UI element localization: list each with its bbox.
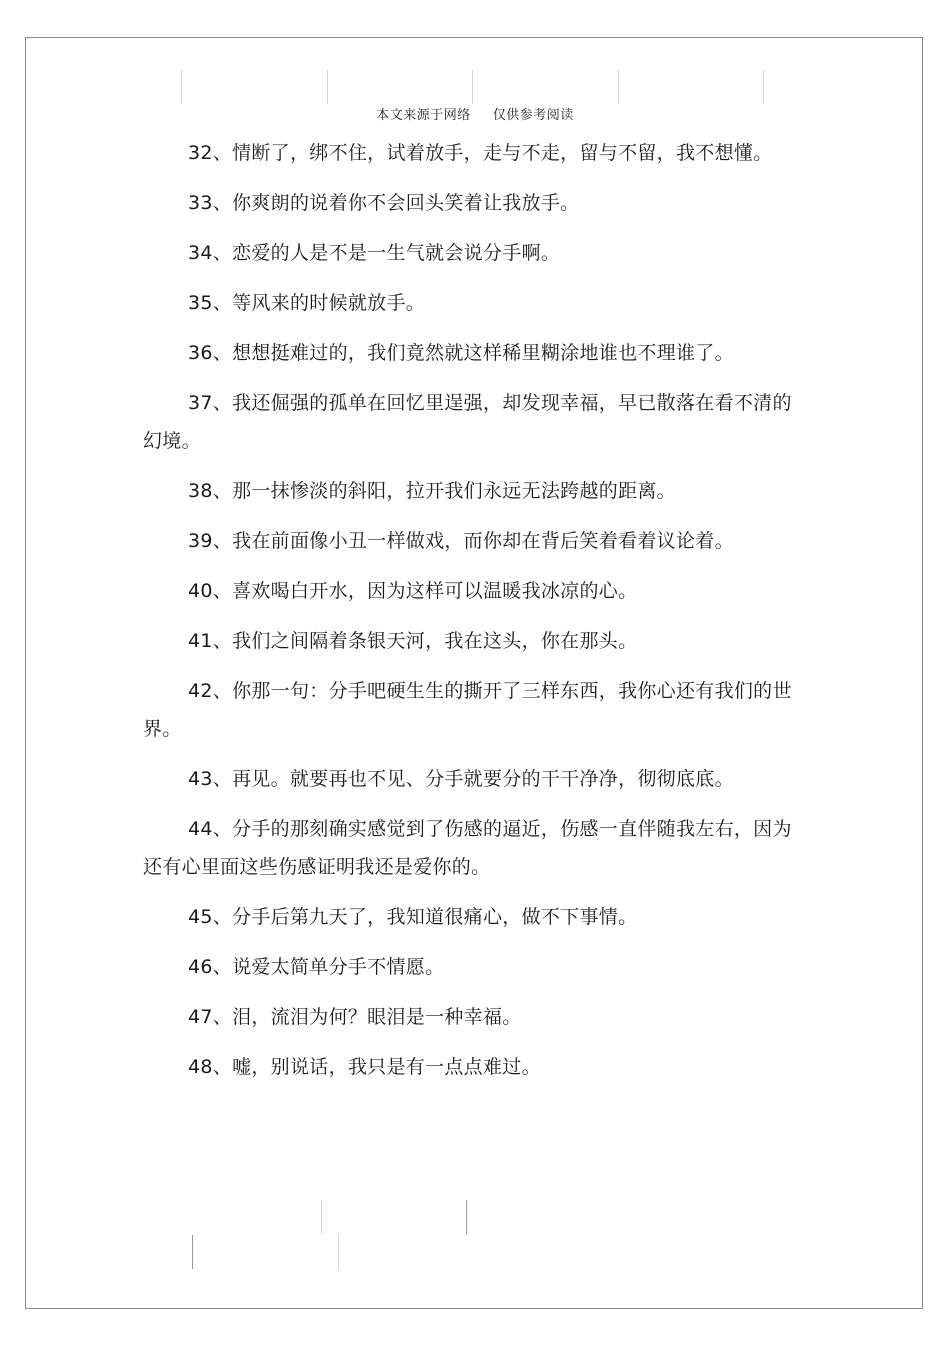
paragraph: 48、嘘，别说话，我只是有一点点难过。: [188, 1056, 541, 1078]
document-body: [143, 134, 803, 1098]
paragraph: 37、我还倔强的孤单在回忆里逞强，却发现幸福，早已散落在看不清的幻境。: [143, 392, 792, 452]
header-note: [0, 104, 950, 123]
decorative-line: [192, 1235, 193, 1269]
paragraph: 43、再见。就要再也不见、分手就要分的干干净净，彻彻底底。: [188, 768, 734, 790]
paragraph: 46、说爱太简单分手不情愿。: [188, 956, 445, 978]
paragraph: 42、你那一句：分手吧硬生生的撕开了三样东西，我你心还有我们的世界。: [143, 680, 792, 740]
decorative-line: [618, 70, 619, 104]
decorative-line: [321, 1200, 322, 1234]
paragraph: 40、喜欢喝白开水，因为这样可以温暖我冰凉的心。: [188, 580, 638, 602]
paragraph: 41、我们之间隔着条银天河，我在这头，你在那头。: [188, 630, 638, 652]
paragraph: 34、恋爱的人是不是一生气就会说分手啊。: [188, 242, 561, 264]
decorative-line: [181, 70, 182, 104]
decorative-line: [338, 1235, 339, 1269]
paragraph: 44、分手的那刻确实感觉到了伤感的逼近，伤感一直伴随我左右，因为还有心里面这些伤感证明我还是爱你的。: [143, 818, 792, 878]
paragraph: 39、我在前面像小丑一样做戏，而你却在背后笑着看着议论着。: [188, 530, 734, 552]
decorative-line: [327, 70, 328, 104]
paragraph: 47、泪，流泪为何？眼泪是一种幸福。: [188, 1006, 522, 1028]
decorative-line: [466, 1200, 467, 1234]
decorative-line: [763, 70, 764, 104]
paragraph: 35、等风来的时候就放手。: [188, 292, 426, 314]
header-source: 本文来源于网络: [376, 108, 471, 123]
decorative-line: [472, 70, 473, 104]
paragraph: 33、你爽朗的说着你不会回头笑着让我放手。: [188, 192, 580, 214]
paragraph: 32、情断了，绑不住，试着放手，走与不走，留与不留，我不想懂。: [188, 142, 773, 164]
paragraph: 45、分手后第九天了，我知道很痛心，做不下事情。: [188, 906, 638, 928]
paragraph: 38、那一抹惨淡的斜阳，拉开我们永远无法跨越的距离。: [188, 480, 676, 502]
paragraph: 36、想想挺难过的，我们竟然就这样稀里糊涂地谁也不理谁了。: [188, 342, 734, 364]
header-note-text: 仅供参考阅读: [492, 108, 574, 123]
